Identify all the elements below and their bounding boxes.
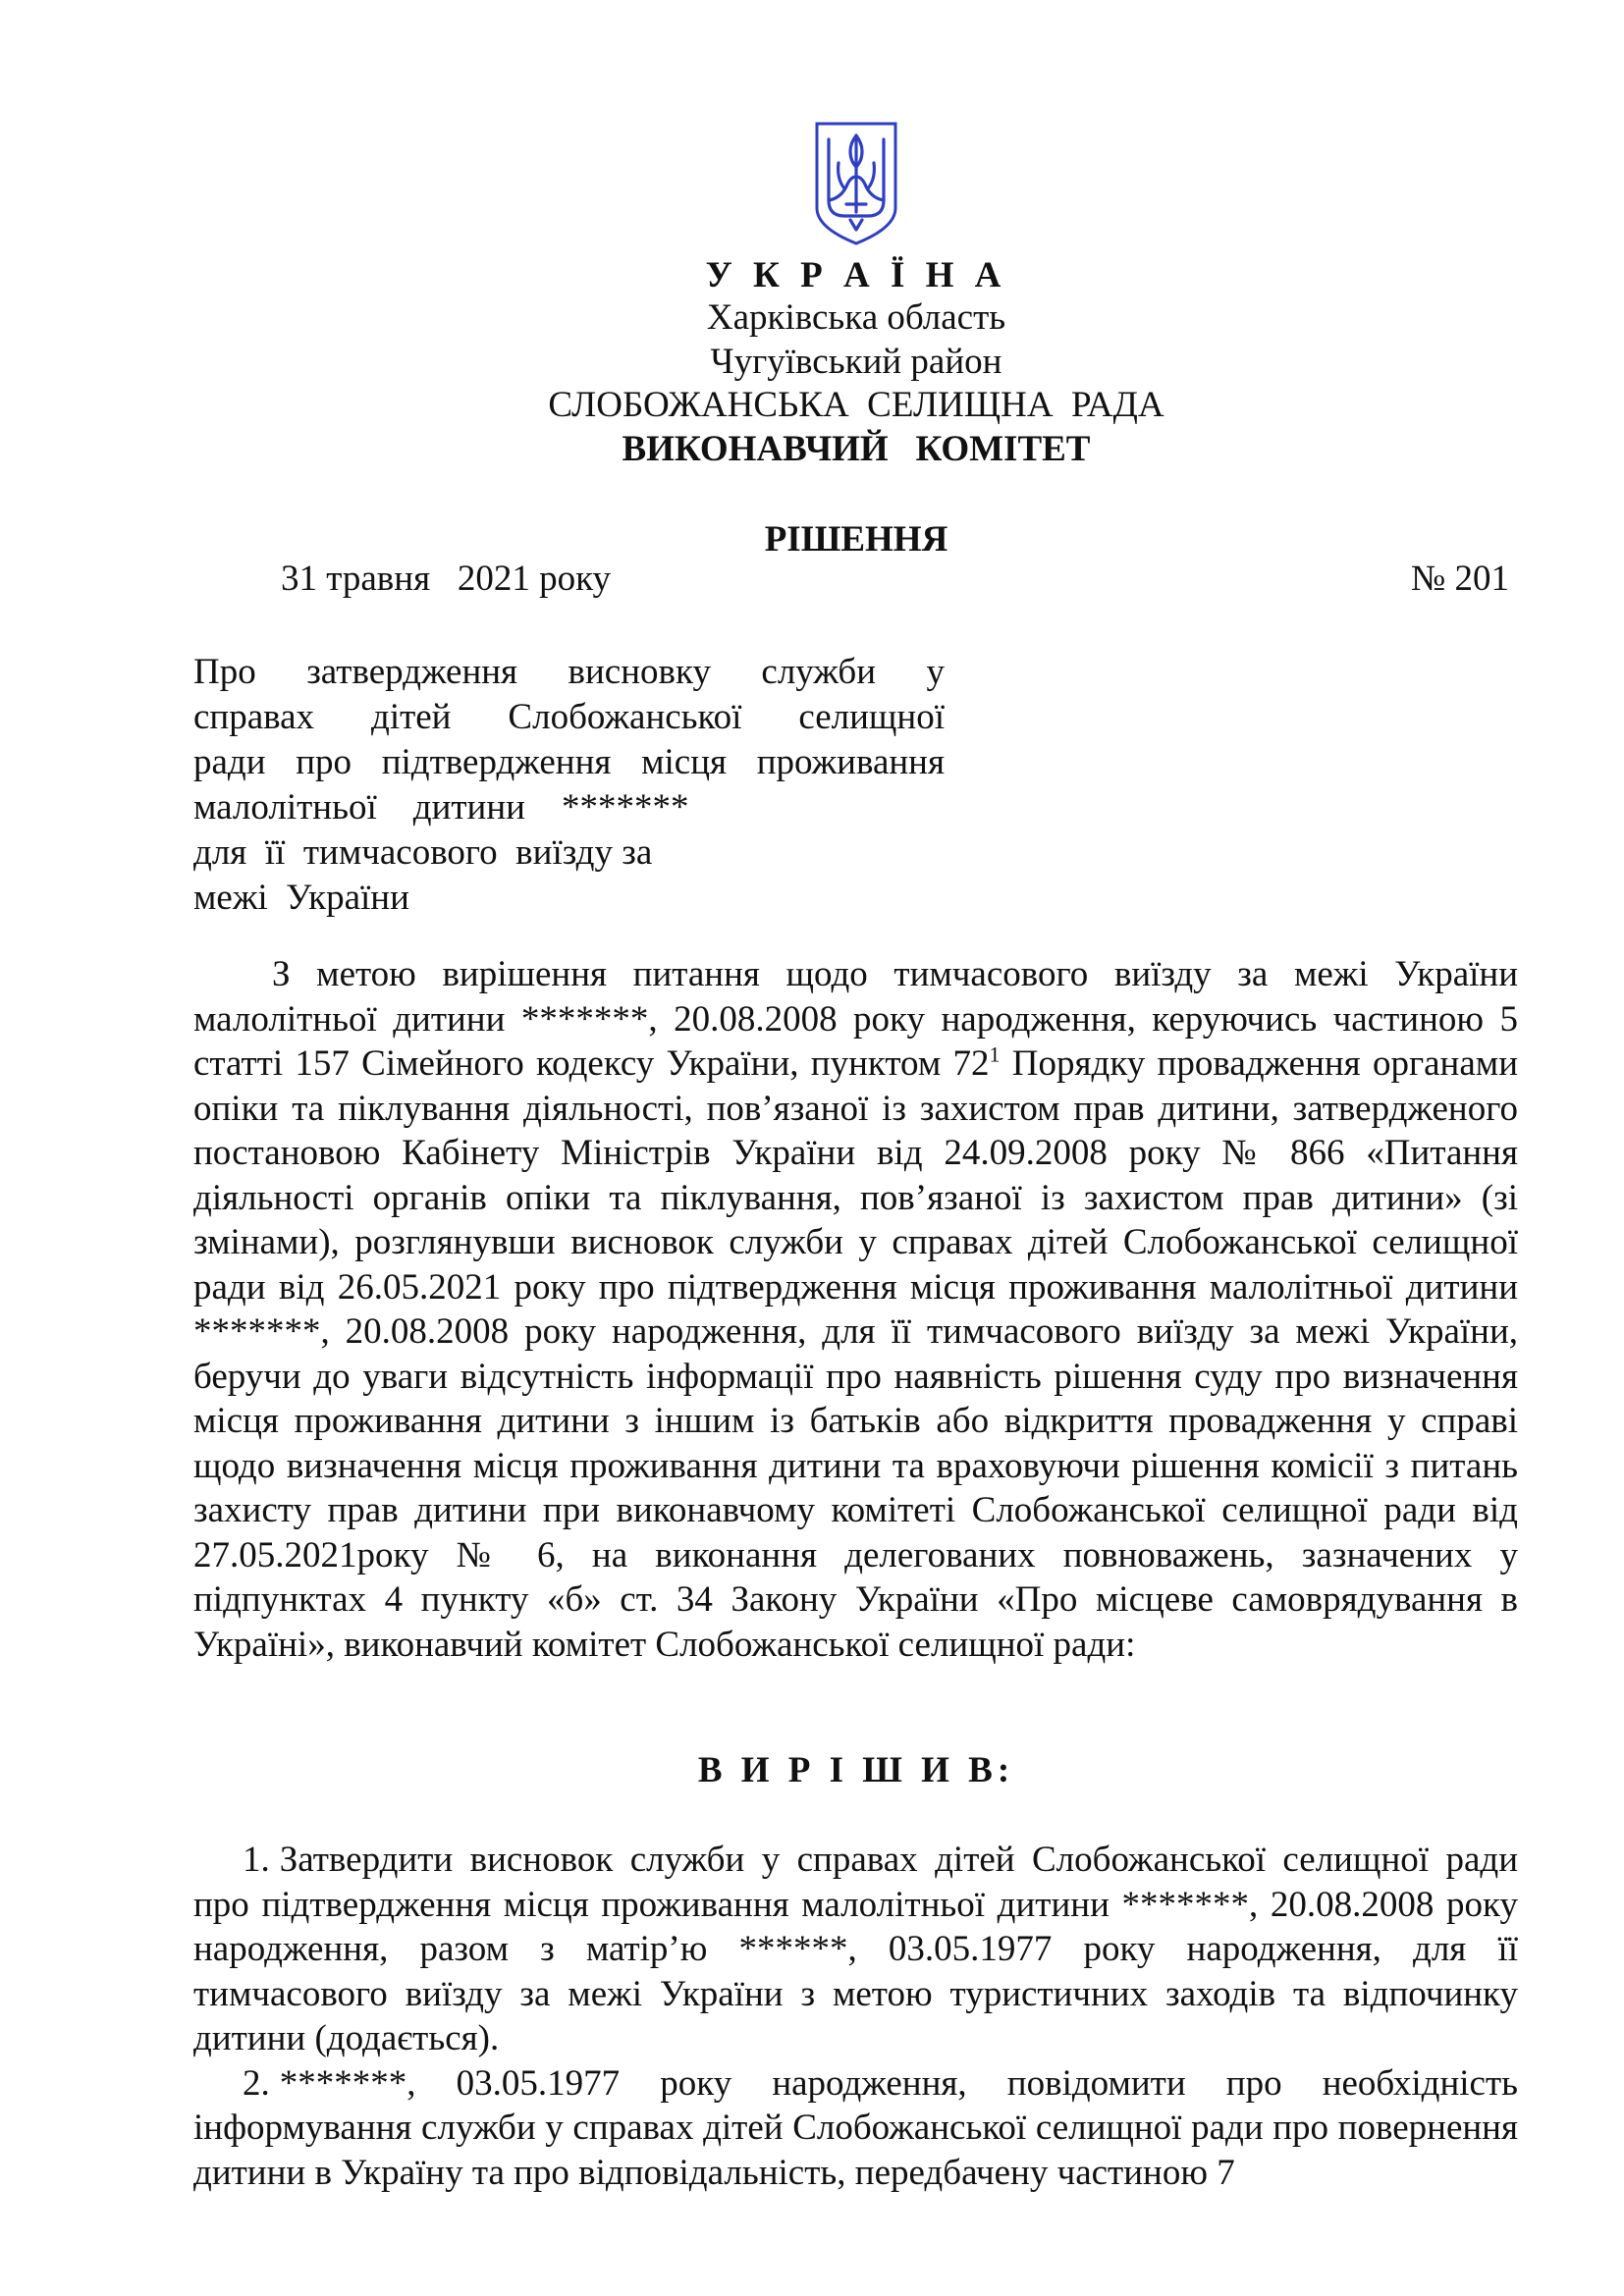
preamble-text-part1: З метою вирішення питання щодо тимчасового виїзду за межі України малолітньої дитини *******, 20.08.2008 року народження, керуючись частиною 5 статті 157 Сімейного кодексу України, пунктом 72: [193, 954, 1518, 1084]
decision-subject: [193, 650, 945, 921]
subject-line: межі України: [193, 878, 409, 918]
subject-line: справах дітей Слобожанської селищної: [193, 697, 945, 737]
item-number: 1.: [243, 1840, 270, 1880]
preamble-paragraph: [193, 952, 1518, 1667]
decided-heading: В И Р І Ш И В:: [697, 1750, 1015, 1790]
document-type-title: РІШЕННЯ: [764, 519, 948, 560]
committee-name: ВИКОНАВЧИЙ КОМІТЕТ: [622, 429, 1091, 469]
decision-items-list: [193, 1838, 1518, 2195]
subject-line: ради про підтвердження місця проживання: [193, 742, 945, 782]
decision-item: [193, 1838, 1518, 2061]
item-number: 2.: [243, 2062, 270, 2104]
coat-of-arms-emblem: [811, 118, 901, 247]
district-name: Чугуївський район: [710, 342, 1002, 382]
document-date: 31 травня 2021 року: [281, 559, 612, 599]
council-name: СЛОБОЖАНСЬКА СЕЛИЩНА РАДА: [548, 385, 1164, 425]
footnote-superscript: 1: [989, 1041, 1001, 1067]
item-text: Затвердити висновок служби у справах дітей Слобожанської селищної ради про підтвердження місця проживання малолітньої дитини *******, 20.08.2008 року народження, разом з матір’ю ******, 03.05.1977 року народження, для її тимчасового виїзду за межі України з метою туристичних заходів та відпочинку дитини (додається).: [193, 1840, 1518, 2058]
subject-line: для її тимчасового виїзду за: [193, 832, 653, 873]
subject-line: малолітньої дитини *******: [193, 787, 689, 828]
preamble-text-part2: Порядку провадження органами опіки та піклування діяльності, пов’язаної із захистом прав дитини, затвердженого постановою Кабінету Міністрів України від 24.09.2008 року № 866 «Питання діяльності органів опіки та піклування, пов’язаної із захистом прав дитини» (зі змінами), розглянувши висновок служби у справах дітей Слобожанської селищної ради від 26.05.2021 року про підтвердження місця проживання малолітньої дитини *******, 20.08.2008 року народження, для її тимчасового виїзду за межі України, беручи до уваги відсутність інформації про наявність рішення суду про визначення місця проживання дитини з іншим із батьків або відкриття провадження у справі щодо визначення місця проживання дитини та враховуючи рішення комісії з питань захисту прав дитини при виконавчому комітеті Слобожанської селищної ради від 27.05.2021року № 6, на виконання делегованих повноважень, зазначених у підпунктах 4 пункту «б» ст. 34 Закону України «Про місцеве самоврядування в Україні», виконавчий комітет Слобожанської селищної ради:: [193, 1043, 1518, 1665]
decision-item: [193, 2061, 1518, 2196]
region-name: Харківська область: [706, 297, 1006, 338]
document-number: № 201: [1410, 559, 1509, 599]
subject-line: Про затвердження висновку служби у: [193, 652, 945, 692]
country-name: У К Р А Ї Н А: [705, 255, 1007, 295]
item-text: *******, 03.05.1977 року народження, повідомити про необхідність інформування служби у справах дітей Слобожанської селищної ради про повернення дитини в Україну та про відповідальність, передбачену частиною 7: [193, 2062, 1518, 2193]
